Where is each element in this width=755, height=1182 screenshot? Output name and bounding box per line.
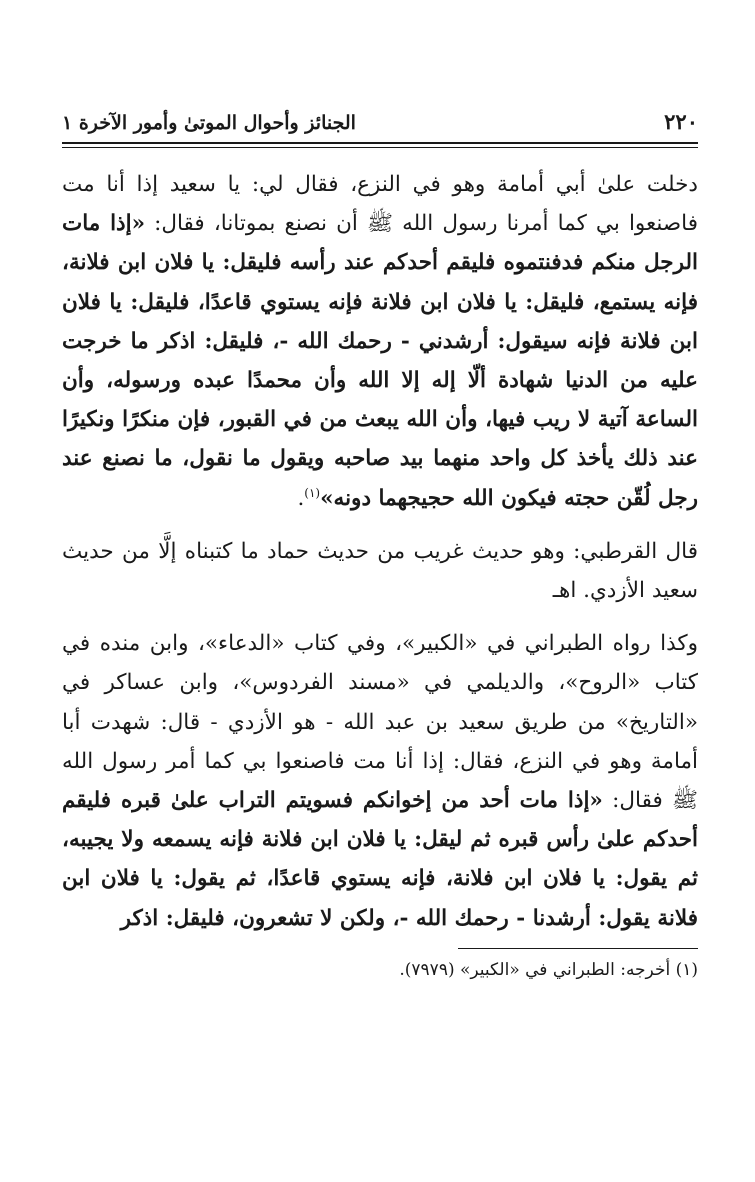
- paragraph-3: [62, 624, 698, 938]
- footnote-1: (١) أخرجه: الطبراني في «الكبير» (٧٩٧٩).: [399, 959, 698, 980]
- book-page: [62, 100, 698, 983]
- page-number: ٢٢٠: [664, 109, 698, 134]
- paragraph-2: [62, 532, 698, 610]
- paragraph-1: [62, 165, 698, 518]
- paragraph-3-narration: وكذا رواه الطبراني في «الكبير»، وفي كتاب «الدعاء»، وابن منده في كتاب «الروح»، والديلمي في «مسند الفردوس»، وابن عساكر في «التاريخ» من طريق سعيد بن عبد الله - هو الأزدي - قال: شهدت أبا أمامة وهو في النزع، فقال: إذا أنا مت فاصنعوا بي كما أمر رسول الله ﷺ فقال:: [62, 631, 699, 814]
- paragraph-3-hadith-quote: «إذا مات أحد من إخوانكم فسويتم التراب علىٰ قبره فليقم أحدكم علىٰ رأس قبره ثم ليقل: يا فلان ابن فلانة فإنه يسمعه ولا يجيبه، ثم يقول: يا فلان ابن فلانة، فإنه يستوي قاعدًا، ثم يقول: يا فلان ابن فلانة يقول: أرشدنا - رحمك الله -، ولكن لا تشعرون، فليقل: اذكر: [62, 788, 698, 931]
- book-title: الجنائز وأحوال الموتىٰ وأمور الآخرة ١: [62, 112, 356, 134]
- footnote-ref-1[interactable]: (١): [304, 485, 321, 500]
- paragraph-1-end: .: [297, 485, 305, 511]
- page-header: [62, 100, 698, 134]
- paragraph-1-narration: دخلت علىٰ أبي أمامة وهو في النزع، فقال لي: يا سعيد إذا أنا مت فاصنعوا بي كما أمرنا رسول الله ﷺ أن نصنع بموتانا، فقال:: [62, 172, 698, 237]
- footnote-divider: [458, 948, 698, 949]
- paragraph-1-hadith-quote: «إذا مات الرجل منكم فدفنتموه فليقم أحدكم عند رأسه فليقل: يا فلان ابن فلانة، فإنه يستمع، فليقل: يا فلان ابن فلانة فإنه يستوي قاعدًا، فليقل: يا فلان ابن فلانة فإنه سيقول: أرشدني - رحمك الله -، فليقل: اذكر ما خرجت عليه من الدنيا شهادة ألّا إله إلا الله وأن محمدًا عبده ورسوله، وأن الساعة آتية لا ريب فيها، وأن الله يبعث من في القبور، فإن منكرًا ونكيرًا عند ذلك يأخذ كل واحد منهما بيد صاحبه ويقول ما نقول، ما نصنع عند رجل لُقّن حجته فيكون الله حجيجهما دونه»: [62, 211, 698, 511]
- header-rule: [62, 142, 698, 148]
- paragraph-2-text: قال القرطبي: وهو حديث غريب من حديث حماد ما كتبناه إلَّا من حديث سعيد الأزدي. اهـ: [62, 538, 698, 604]
